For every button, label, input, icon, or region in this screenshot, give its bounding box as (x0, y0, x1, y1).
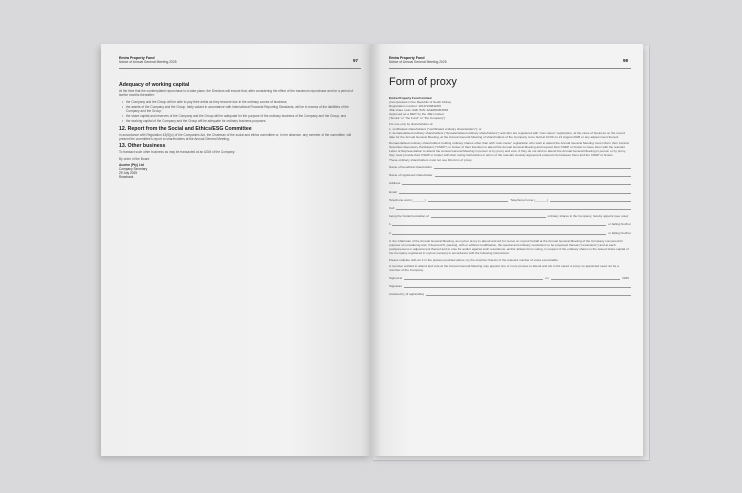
dematerialised-note: Dematerialised ordinary shareholders holding ordinary shares other than with "own-name" registration who wish to attend the Annual General Meeting must inform their Central Securities Depository Participant ("CSDP") or broker of their intention to attend the Annual General Meeting and request their CSDP or broker to issue them with the relevant Letter of Representation to attend the Annual General Meeting in person or by proxy and vote. If they do not wish to attend the Annual General Meeting in person or by proxy, they must provide their CSDP or broker with their voting instructions in terms of the relevant custody agreement entered into between them and the CSDP or broker. (389, 141, 629, 157)
telephone-field[interactable] (389, 198, 631, 202)
company-secretary-firm: Acorim (Pty) Ltd (119, 162, 144, 167)
holder-type: 1. certificated shareholders ("certificated ordinary shareholders"); or (389, 127, 482, 131)
beneficial-shareholder-field[interactable] (389, 165, 631, 169)
company-detail-line: Approved as a REIT by the JSE Limited (389, 112, 444, 116)
please-indicate-note: Please indicate with an X in the spaces provided above, by the insertion therein of the relevant number of votes exercisable. (389, 257, 559, 262)
email-field[interactable] (389, 190, 631, 194)
field-label: ordinary shares in the Company, hereby appoint (see note): (547, 214, 629, 219)
field-label: Name of registered shareholder (389, 173, 433, 178)
field-label: on (545, 275, 549, 280)
left-header-rule (119, 68, 361, 69)
field-label: Assisted by (if applicable) (389, 292, 425, 297)
signature-place: Rosebank (119, 175, 134, 180)
field-label: Cell (389, 205, 395, 210)
holder-type: 2. dematerialised ordinary shareholders ("dematerialised ordinary shareholders") and who are registered with "own-name" registration, at the close of business on the record date for the Annual General Meeting, at the Annual General Meeting of shareholders of the Company to be held at 10:00 on 21 August 2025 or any adjournment thereof. (389, 131, 626, 139)
field-label: Telephone home (_______) (510, 197, 549, 202)
left-header-notice: Notice of Annual General Meeting 2025 (119, 60, 177, 64)
right-page (371, 44, 643, 456)
adequacy-heading: Adequacy of working capital (119, 82, 190, 88)
cell-field[interactable] (389, 206, 631, 210)
left-header-fund: Emira Property Fund (119, 56, 155, 60)
open-booklet (101, 44, 649, 462)
field-label: being the holder/custodian of (389, 214, 429, 219)
signed-at-field[interactable] (389, 276, 631, 280)
by-order-of-board: By order of the Board (119, 156, 150, 161)
signature-date: 29 July 2025 (119, 171, 138, 176)
holding-field[interactable] (389, 214, 631, 218)
or-failing-label: or failing him/her (608, 222, 631, 227)
section-12-heading: 12. Report from the Social and Ethics/ESG Committee (119, 125, 252, 132)
proxy-form-content (389, 96, 631, 300)
field-label: 2. (389, 230, 392, 235)
company-secretary-role: Company Secretary (119, 167, 148, 172)
field-label: Signature (389, 283, 403, 288)
proxy-appointment-note: A member entitled to attend and vote at the Annual General Meeting may appoint one or more proxies to attend and act in his stead. A proxy so appointed need not be a member of the Company. (389, 263, 619, 272)
company-detail-line: JSE share code: EMI ISIN: ZAE000203063 (389, 108, 449, 112)
address-field[interactable] (389, 181, 631, 185)
right-running-header (389, 56, 447, 64)
company-detail-line: (Incorporated in the Republic of South Africa) (389, 100, 451, 104)
signature-field[interactable] (389, 284, 631, 288)
proxy-1-field[interactable] (389, 222, 631, 226)
field-label: Name of beneficial shareholder (389, 165, 432, 169)
section-13-heading: 13. Other business (119, 143, 166, 150)
year-label: 2025 (622, 275, 629, 280)
adequacy-intro: At the time that the contemplated repurchase is to take place, the Directors will ensure that, after considering the effect of the maximum repurchase and for a period of twelve months thereafter: (119, 89, 354, 98)
right-header-notice: Notice of Annual General Meeting 2025 (389, 60, 447, 64)
do-not-use-note: These ordinary shareholders must not use this form of proxy. (389, 158, 473, 162)
company-name: Emira Property Fund Limited (389, 96, 432, 100)
section-13-body: To transact such other business as may be transacted at an AGM of the Company. (119, 150, 236, 155)
assisted-by-field[interactable] (389, 292, 631, 296)
or-failing-label: or failing him/her (608, 230, 631, 235)
adequacy-bullet: • the Company and the Group will be able to pay their debts as they become due in the ordinary course of business; (123, 100, 359, 104)
adequacy-bullet: • the assets of the Company and the Group, fairly valued in accordance with International Financial Reporting Standards, will be in excess of the liabilities of the Company and the Group; (123, 105, 359, 113)
left-page-number: 97 (353, 58, 359, 63)
registered-shareholder-field[interactable] (389, 173, 631, 177)
section-12-body: In accordance with Regulation 43(5)(c) of the Companies Act, the Chairman of the social and ethics committee or, in her absence, any member of the committee, will present the committee's report to shareholders at the Annual General Meeting. (119, 132, 352, 142)
field-label: Address (389, 181, 401, 186)
field-label: Telephone work (_______) (389, 197, 426, 202)
company-detail-line: ("Emira" or "the Fund" or "the Company") (389, 116, 446, 120)
for-use-by: For use only by shareholders of: (389, 122, 434, 126)
field-label: Signed at (389, 275, 403, 280)
adequacy-bullet: • the working capital of the Company and the Group will be adequate for ordinary business purposes. (123, 119, 359, 123)
form-title: Form of proxy (389, 76, 457, 88)
proxy-2-field[interactable] (389, 231, 631, 235)
left-running-header (119, 56, 177, 64)
company-detail-line: Registration number: 2014/130842/06 (389, 104, 441, 108)
field-label: Email (389, 189, 397, 194)
left-page (101, 44, 371, 456)
adequacy-bullet: • the share capital and reserves of the Company and the Group will be adequate for the purpose of the ordinary business of the Company and the Group; and (123, 114, 359, 118)
right-header-rule (389, 68, 631, 69)
left-page-content (119, 80, 359, 180)
field-label: 1. (389, 222, 392, 227)
right-page-number: 98 (623, 58, 629, 63)
chairman-clause: 3. the Chairman of the Annual General Meeting, as my/our proxy to attend and act for me/us on my/our behalf at the Annual General Meeting of the Company convened for purpose of considering and, if deemed fit, passing, with or without modification, the special and ordinary resolutions to be proposed thereat ("resolutions") and at each postponement or adjournment thereof and to vote for and/or against such resolutions, and/or abstain from voting, in respect of the ordinary shares in the issued share capital of the Company registered in my/our name(s) in accordance with the following instructions: (389, 238, 629, 255)
right-header-fund: Emira Property Fund (389, 56, 425, 60)
